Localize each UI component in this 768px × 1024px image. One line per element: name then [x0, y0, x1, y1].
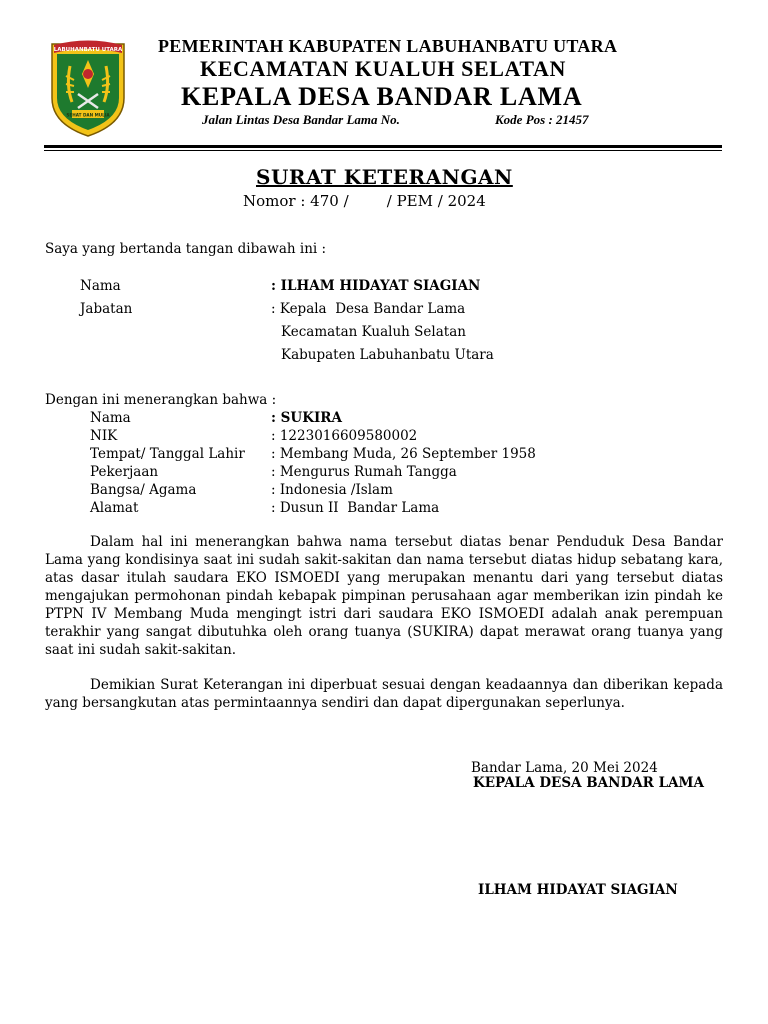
signer-position-label: Jabatan [80, 301, 133, 317]
regency-emblem-logo [48, 36, 128, 138]
signature-place-date: Bandar Lama, 20 Mei 2024 [471, 760, 658, 776]
intro-text: Saya yang bertanda tangan dibawah ini : [45, 241, 327, 257]
signature-name: ILHAM HIDAYAT SIAGIAN [478, 882, 678, 898]
signer-position-line3: Kabupaten Labuhanbatu Utara [281, 347, 494, 363]
logo-motto-text: SEHAT DAN MULIA [66, 112, 110, 118]
logo-top-text: LABUHANBATU UTARA [53, 47, 123, 53]
subject-nationality-label: Bangsa/ Agama [90, 482, 197, 498]
subject-name-value: : SUKIRA [271, 410, 342, 426]
subject-name-label: Nama [90, 410, 131, 426]
header-address: Jalan Lintas Desa Bandar Lama No. [202, 112, 400, 127]
header-government-line: PEMERINTAH KABUPATEN LABUHANBATU UTARA [158, 36, 618, 56]
header-village-head-line: KEPALA DESA BANDAR LAMA [181, 82, 583, 111]
body-paragraph-1: Dalam hal ini menerangkan bahwa nama tersebut diatas benar Penduduk Desa Bandar Lama yang kondisinya saat ini sudah sakit-sakitan dan nama tersebut diatas hidup sebatang kara, atas dasar itulah saudara EKO ISMOEDI yang merupakan menantu dari yang tersebut diatas mengajukan permohonan pindah kebapak pimpinan perusahaan agar memberikan izin pindah ke PTPN IV Membang Muda mengingt istri dari saudara EKO ISMOEDI adalah anak perempuan terakhir yang sangat dibutuhka oleh orang tuanya (SUKIRA) dapat merawat orang tuanya yang saat ini sudah sakit-sakitan. [45, 534, 723, 658]
subject-birth-value: : Membang Muda, 26 September 1958 [271, 446, 536, 462]
subject-occupation-value: : Mengurus Rumah Tangga [271, 464, 457, 480]
signer-position-line1: : Kepala Desa Bandar Lama [271, 301, 466, 317]
letter-title: SURAT KETERANGAN [256, 165, 513, 189]
subject-address-label: Alamat [90, 500, 139, 516]
header-divider-thick [44, 145, 722, 148]
signature-title: KEPALA DESA BANDAR LAMA [473, 775, 704, 791]
subject-nik-label: NIK [90, 428, 118, 444]
signer-position-line2: Kecamatan Kualuh Selatan [281, 324, 466, 340]
signer-name-label: Nama [80, 278, 121, 294]
letter-number: Nomor : 470 / / PEM / 2024 [243, 192, 486, 210]
subject-birth-label: Tempat/ Tanggal Lahir [90, 446, 245, 462]
subject-intro: Dengan ini menerangkan bahwa : [45, 392, 277, 408]
header-postal-code: Kode Pos : 21457 [495, 112, 589, 127]
header-district-line: KECAMATAN KUALUH SELATAN [200, 56, 567, 81]
subject-occupation-label: Pekerjaan [90, 464, 159, 480]
subject-nationality-value: : Indonesia /Islam [271, 482, 393, 498]
header-divider-thin [44, 150, 722, 151]
subject-address-value: : Dusun II Bandar Lama [271, 500, 440, 516]
signer-name-value: : ILHAM HIDAYAT SIAGIAN [271, 278, 481, 294]
body-paragraph-2: Demikian Surat Keterangan ini diperbuat sesuai dengan keadaannya dan diberikan kepada yang bersangkutan atas permintaannya sendiri dan dapat dipergunakan seperlunya. [45, 677, 723, 711]
subject-nik-value: : 1223016609580002 [271, 428, 418, 444]
